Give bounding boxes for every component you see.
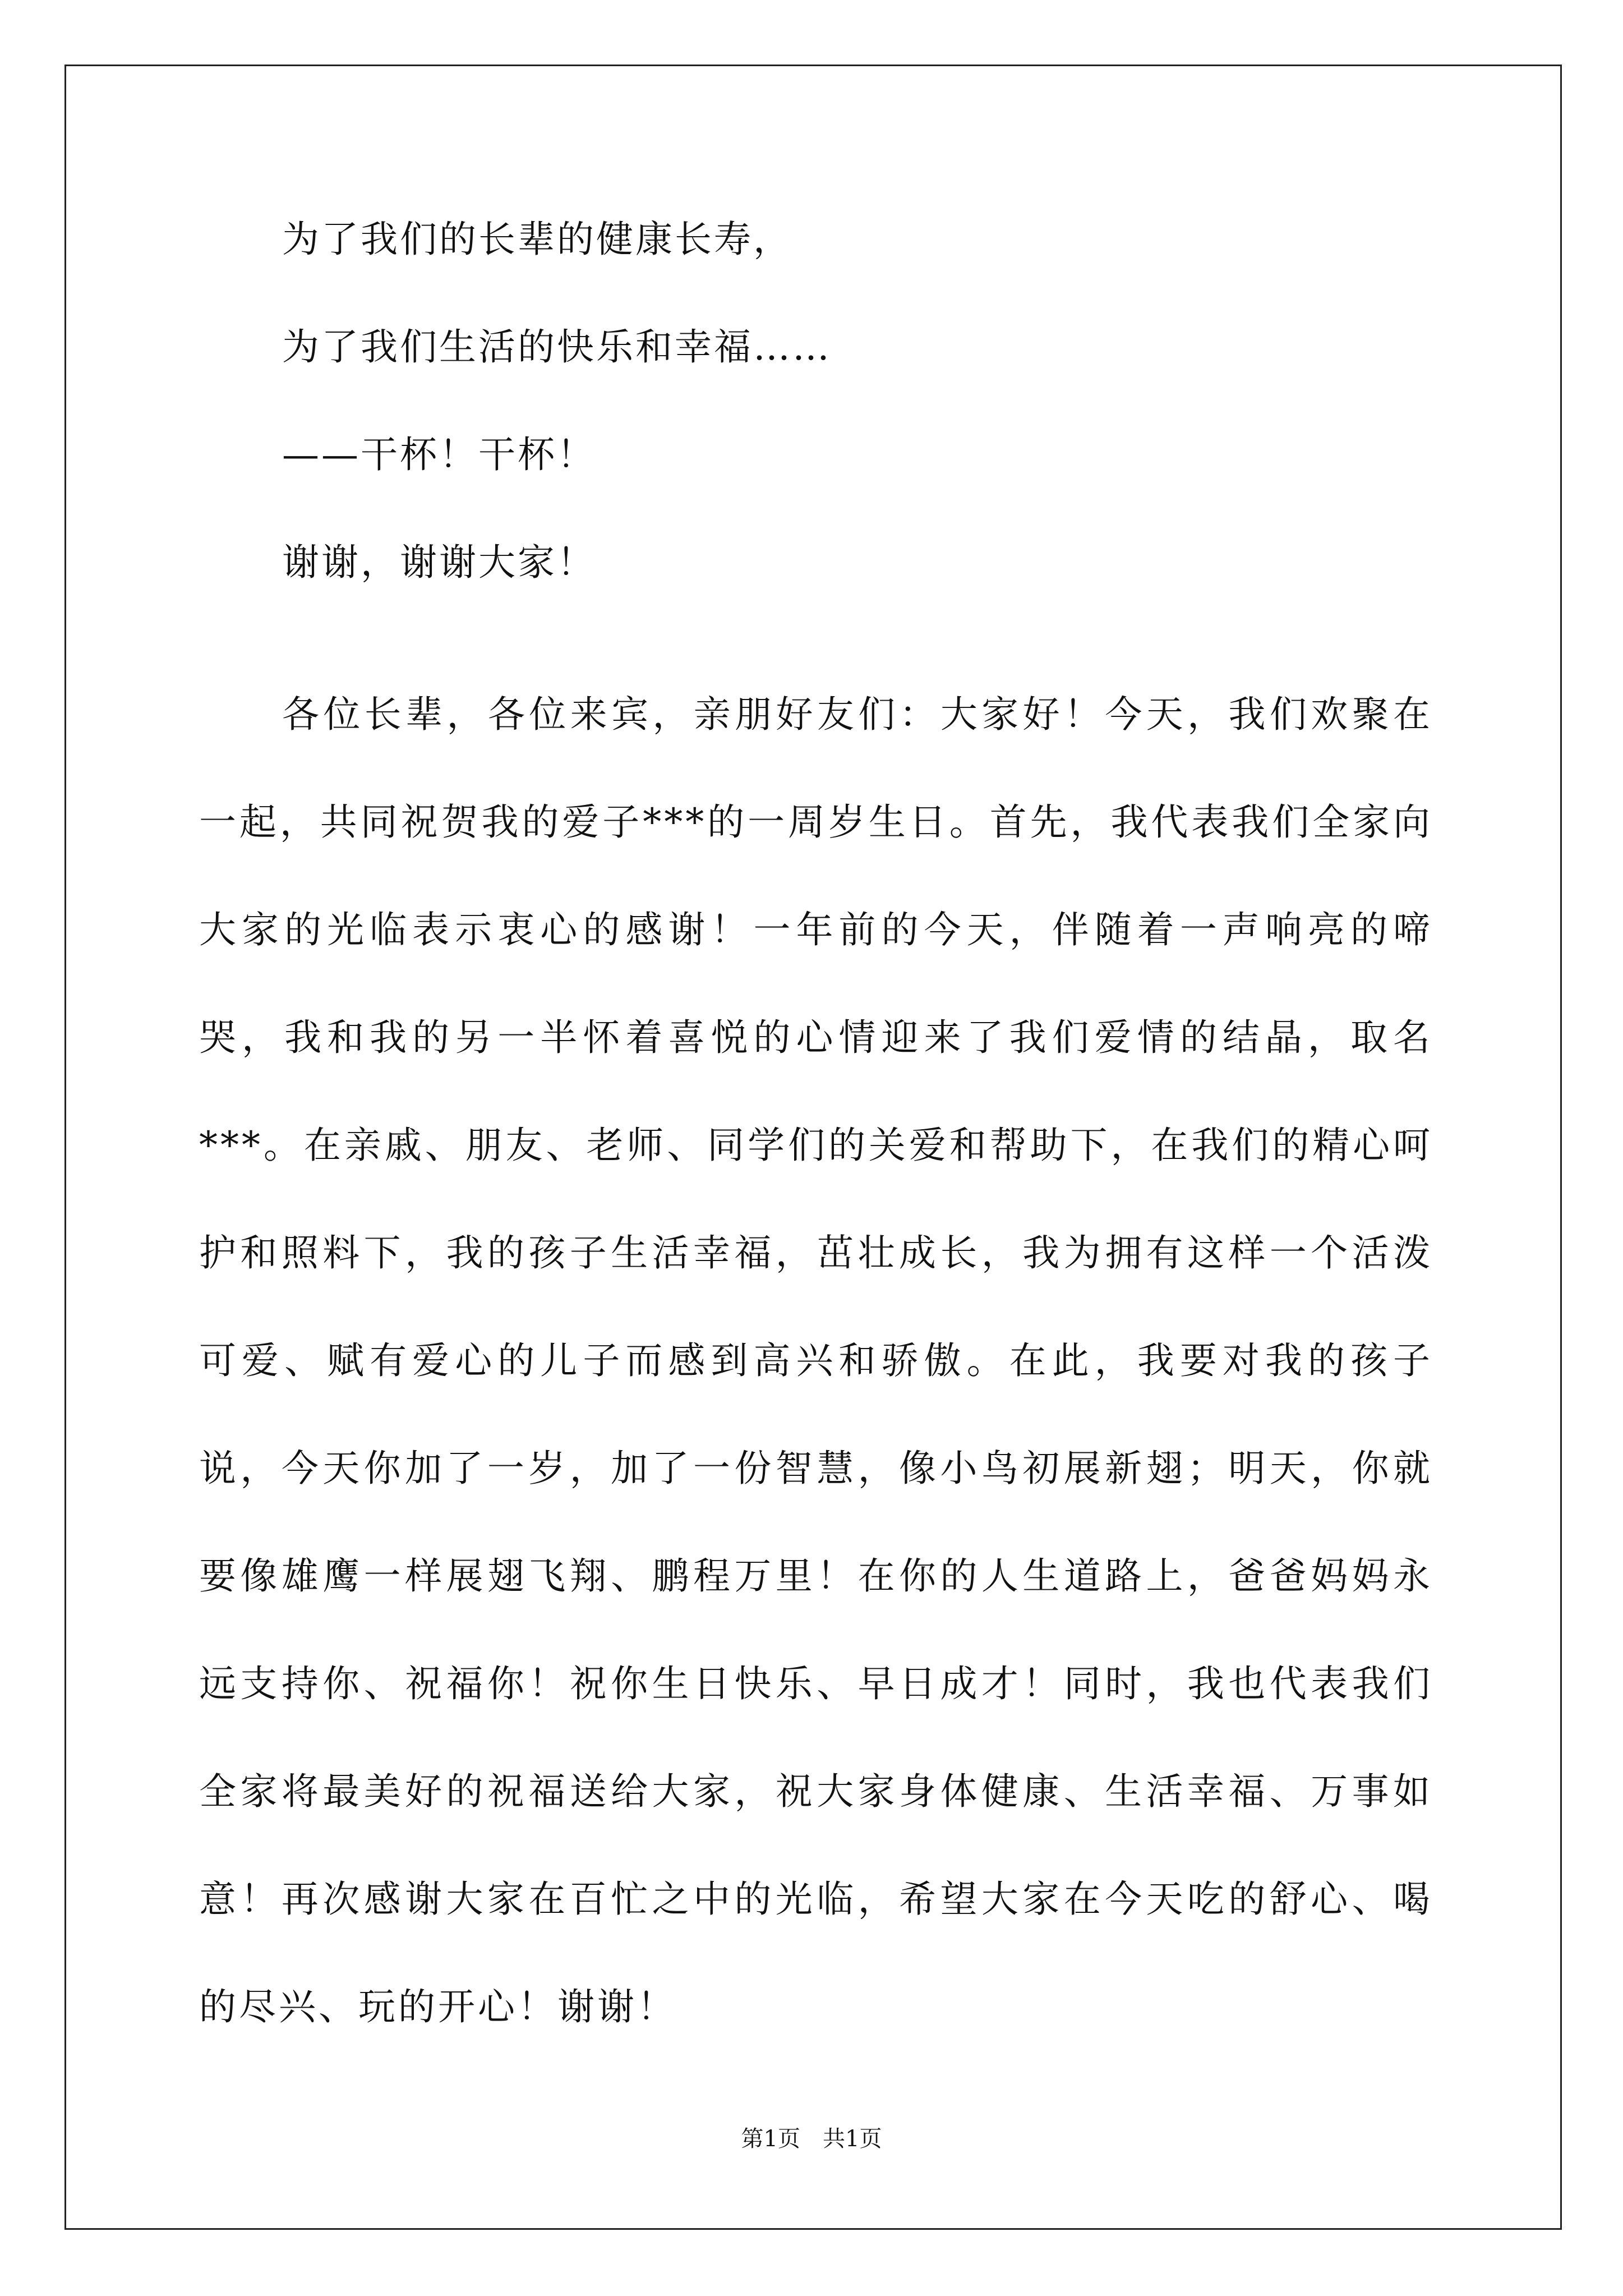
- text-line: 谢谢，谢谢大家！: [282, 541, 596, 584]
- text-line: 为了我们生活的快乐和幸福……: [282, 325, 832, 369]
- text-line: ——干杯！干杯！: [282, 433, 596, 476]
- text-line: 为了我们的长辈的健康长寿，: [282, 218, 792, 261]
- speech-paragraph: 各位长辈，各位来宾，亲朋好友们：大家好！今天，我们欢聚在一起，共同祝贺我的爱子***的一周岁生日。首先，我代表我们全家向大家的光临表示衷心的感谢！一年前的今天，伴随着一声响亮的啼哭，我和我的另一半怀着喜悦的心情迎来了我们爱情的结晶，取名***。在亲戚、朋友、老师、同学们的关爱和帮助下，在我们的精心呵护和照料下，我的孩子生活幸福，茁壮成长，我为拥有这样一个活泼可爱、赋有爱心的儿子而感到高兴和骄傲。在此，我要对我的孩子说，今天你加了一岁，加了一份智慧，像小鸟初展新翅；明天，你就要像雄鹰一样展翅飞翔、鹏程万里！在你的人生道路上，爸爸妈妈永远支持你、祝福你！祝你生日快乐、早日成才！同时，我也代表我们全家将最美好的祝福送给大家，祝大家身体健康、生活幸福、万事如意！再次感谢大家在百忙之中的光临，希望大家在今天吃的舒心、喝的尽兴、玩的开心！谢谢！: [199, 693, 1433, 2028]
- page-number: 第1页 共1页: [741, 2126, 882, 2152]
- document-body: [199, 218, 1427, 648]
